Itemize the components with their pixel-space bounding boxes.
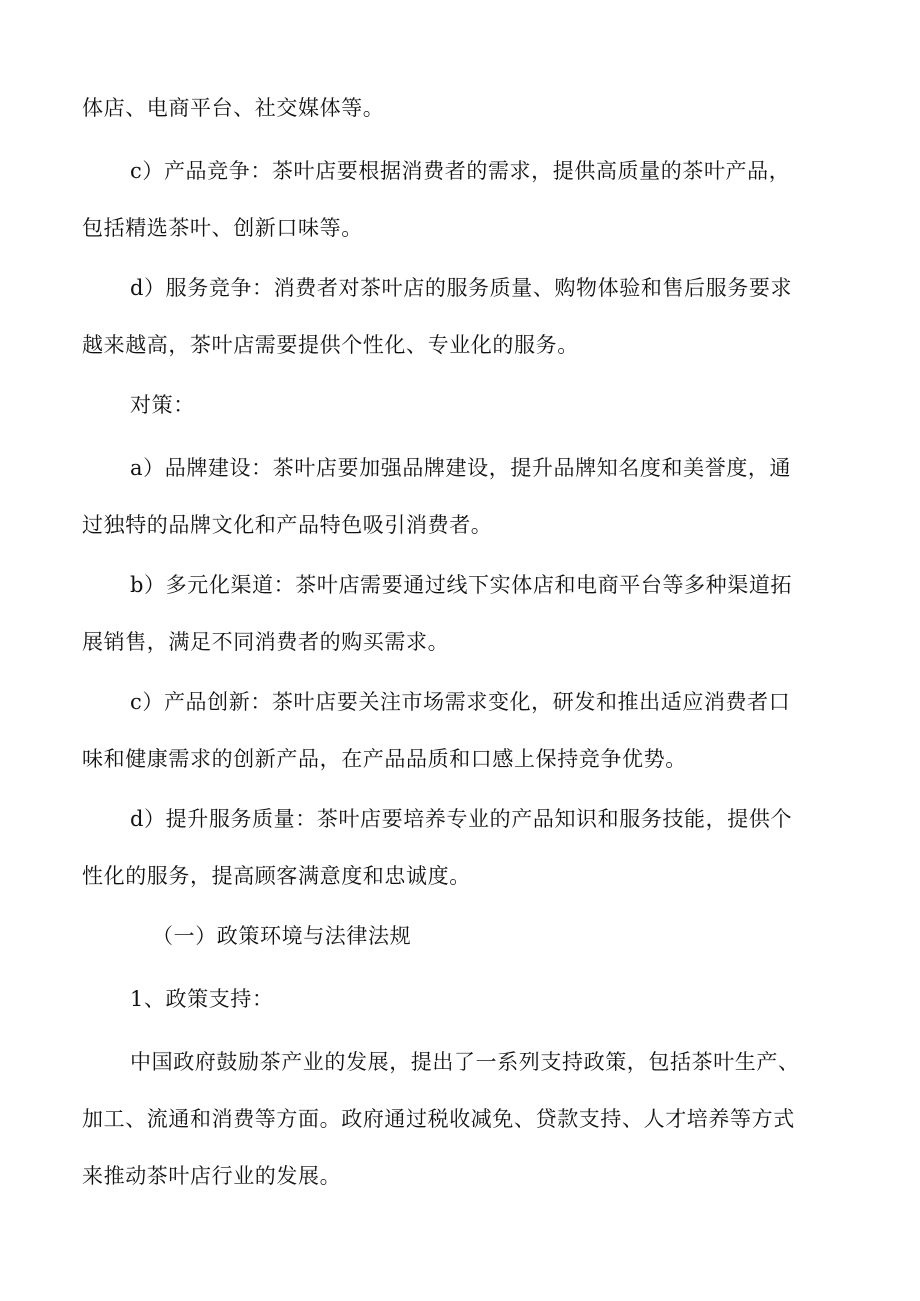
section-heading-policy-environment [82,908,842,965]
text-line: 展销售，满足不同消费者的购买需求。 [82,630,450,654]
paragraph-product-competition [82,143,842,257]
paragraph-service-quality [82,791,842,905]
paragraph-channels-continued [82,80,842,137]
text-line: 来推动茶叶店行业的发展。 [82,1164,342,1188]
text-line: c）产品竞争：茶叶店要根据消费者的需求，提供高质量的茶叶产品， [130,159,791,183]
paragraph-brand-building [82,440,842,554]
text-line: b）多元化渠道：茶叶店需要通过线下实体店和电商平台等多种渠道拓 [130,573,793,597]
text-line: 过独特的品牌文化和产品特色吸引消费者。 [82,513,493,537]
text-line: 味和健康需求的创新产品，在产品品质和口感上保持竞争优势。 [82,747,687,771]
paragraph-countermeasures-heading [82,377,842,434]
text-line: a）品牌建设：茶叶店要加强品牌建设，提升品牌知名度和美誉度，通 [130,456,792,480]
text-line: 加工、流通和消费等方面。政府通过税收减免、贷款支持、人才培养等方式 [82,1107,795,1131]
text-line: 1、政策支持： [130,987,274,1011]
text-line: d）提升服务质量：茶叶店要培养专业的产品知识和服务技能，提供个 [130,807,793,831]
text-line: d）服务竞争：消费者对茶叶店的服务质量、购物体验和售后服务要求 [130,276,793,300]
paragraph-service-competition [82,260,842,374]
paragraph-product-innovation [82,674,842,788]
text-line: 包括精选茶叶、创新口味等。 [82,216,363,240]
text-line: c）产品创新：茶叶店要关注市场需求变化，研发和推出适应消费者口 [130,690,791,714]
text-line: 对策： [130,393,195,417]
subheading-policy-support [82,971,842,1028]
text-line: 中国政府鼓励茶产业的发展，提出了一系列支持政策，包括茶叶生产、 [130,1050,800,1074]
text-line: 体店、电商平台、社交媒体等。 [82,96,385,120]
text-line: 越来越高，茶叶店需要提供个性化、专业化的服务。 [82,333,579,357]
paragraph-government-policy [82,1034,842,1205]
text-line: （一）政策环境与法律法规 [152,924,412,948]
paragraph-diversified-channels [82,557,842,671]
text-line: 性化的服务，提高顾客满意度和忠诚度。 [82,864,471,888]
